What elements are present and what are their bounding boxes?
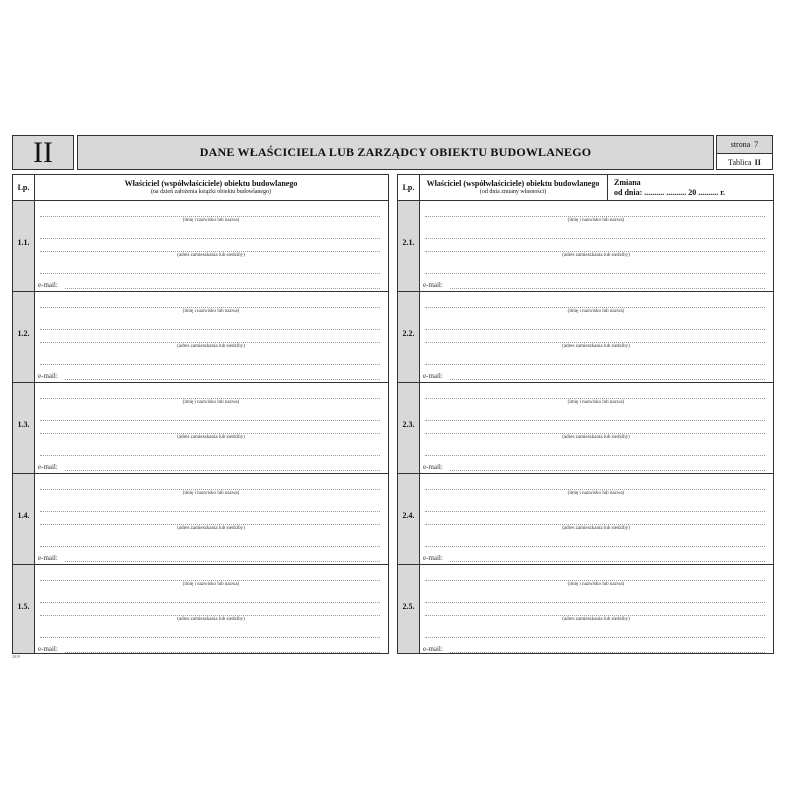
address-field-line2[interactable] <box>40 524 380 525</box>
email-field[interactable] <box>65 561 380 562</box>
name-caption: (imię i nazwisko lub nazwa) <box>182 582 240 587</box>
address-field-line1[interactable] <box>40 420 380 421</box>
address-field-line3[interactable] <box>40 546 380 547</box>
address-field-line1[interactable] <box>40 238 380 239</box>
change-date-label[interactable]: od dnia: .......... .......... 20 .......... r. <box>614 188 726 197</box>
address-field-line1[interactable] <box>40 602 380 603</box>
table-header <box>398 175 773 201</box>
page-label: strona <box>730 140 751 149</box>
address-caption: (adres zamieszkania lub siedziby) <box>177 526 245 531</box>
address-field-line1[interactable] <box>40 329 380 330</box>
page-title: DANE WŁAŚCICIELA LUB ZARZĄDCY OBIEKTU BUDOWLANEGO <box>77 135 714 170</box>
table-header <box>13 175 388 201</box>
name-caption: (imię i nazwisko lub nazwa) <box>567 582 625 587</box>
row-separator <box>13 291 388 292</box>
row-number: 1.3. <box>17 420 30 429</box>
table-number-row <box>717 154 772 171</box>
footnote: 2019 <box>12 654 20 659</box>
row-number: 2.5. <box>402 602 415 611</box>
page-info-box <box>716 135 773 170</box>
address-caption: (adres zamieszkania lub siedziby) <box>177 344 245 349</box>
owner-header-title: Właściciel (współwłaściciele) obiektu budowlanego <box>124 179 298 188</box>
table-number: II <box>754 158 761 167</box>
lp-header: Lp. <box>13 175 35 200</box>
section-numeral: II <box>12 135 74 170</box>
owner-header <box>34 175 388 200</box>
owners-initial-table <box>12 174 389 654</box>
row-separator <box>13 473 388 474</box>
name-caption: (imię i nazwisko lub nazwa) <box>182 491 240 496</box>
email-label: e-mail: <box>423 554 443 562</box>
name-field[interactable] <box>40 307 380 308</box>
address-field-line1[interactable] <box>40 511 380 512</box>
name-field[interactable] <box>425 580 765 581</box>
address-caption: (adres zamieszkania lub siedziby) <box>177 253 245 258</box>
email-label: e-mail: <box>423 645 443 653</box>
email-label: e-mail: <box>38 554 58 562</box>
row-separator <box>398 291 773 292</box>
address-field-line3[interactable] <box>40 364 380 365</box>
email-field[interactable] <box>450 288 765 289</box>
name-caption: (imię i nazwisko lub nazwa) <box>182 218 240 223</box>
address-caption: (adres zamieszkania lub siedziby) <box>177 435 245 440</box>
address-field-line2[interactable] <box>40 433 380 434</box>
address-caption: (adres zamieszkania lub siedziby) <box>562 435 630 440</box>
row-separator <box>13 382 388 383</box>
address-field-line3[interactable] <box>40 637 380 638</box>
address-caption: (adres zamieszkania lub siedziby) <box>562 344 630 349</box>
address-caption: (adres zamieszkania lub siedziby) <box>177 617 245 622</box>
email-label: e-mail: <box>38 463 58 471</box>
email-label: e-mail: <box>423 463 443 471</box>
email-label: e-mail: <box>423 281 443 289</box>
page-number: 7 <box>754 140 759 149</box>
address-caption: (adres zamieszkania lub siedziby) <box>562 617 630 622</box>
name-caption: (imię i nazwisko lub nazwa) <box>567 309 625 314</box>
row-number: 1.2. <box>17 329 30 338</box>
name-field[interactable] <box>425 398 765 399</box>
row-number: 2.1. <box>402 238 415 247</box>
email-label: e-mail: <box>38 372 58 380</box>
name-field[interactable] <box>40 580 380 581</box>
address-field-line2[interactable] <box>40 251 380 252</box>
address-field-line2[interactable] <box>425 615 765 616</box>
row-separator <box>398 564 773 565</box>
change-date-header <box>607 175 773 200</box>
owner-header-subtitle: (na dzień założenia książki obiektu budowlanego) <box>150 189 272 195</box>
address-caption: (adres zamieszkania lub siedziby) <box>562 526 630 531</box>
row-separator <box>13 564 388 565</box>
address-field-line3[interactable] <box>40 273 380 274</box>
email-field[interactable] <box>65 652 380 653</box>
address-field-line2[interactable] <box>425 251 765 252</box>
name-caption: (imię i nazwisko lub nazwa) <box>182 400 240 405</box>
name-caption: (imię i nazwisko lub nazwa) <box>182 309 240 314</box>
name-caption: (imię i nazwisko lub nazwa) <box>567 218 625 223</box>
change-label: Zmiana <box>614 178 641 187</box>
address-field-line2[interactable] <box>425 524 765 525</box>
name-caption: (imię i nazwisko lub nazwa) <box>567 400 625 405</box>
lp-header: Lp. <box>398 175 420 200</box>
address-field-line2[interactable] <box>425 433 765 434</box>
address-field-line1[interactable] <box>425 329 765 330</box>
row-number: 1.4. <box>17 511 30 520</box>
email-field[interactable] <box>450 652 765 653</box>
owner-header-subtitle: (od dnia zmiany własności) <box>479 189 547 195</box>
address-field-line1[interactable] <box>425 511 765 512</box>
owner-header <box>419 175 607 200</box>
owners-change-table <box>397 174 774 654</box>
row-separator <box>398 473 773 474</box>
name-field[interactable] <box>425 489 765 490</box>
address-field-line2[interactable] <box>40 615 380 616</box>
email-label: e-mail: <box>38 645 58 653</box>
name-field[interactable] <box>425 307 765 308</box>
name-field[interactable] <box>40 398 380 399</box>
email-field[interactable] <box>65 379 380 380</box>
row-number: 2.4. <box>402 511 415 520</box>
row-number: 1.1. <box>17 238 30 247</box>
address-field-line1[interactable] <box>425 420 765 421</box>
address-field-line3[interactable] <box>425 273 765 274</box>
name-field[interactable] <box>425 216 765 217</box>
address-caption: (adres zamieszkania lub siedziby) <box>562 253 630 258</box>
address-field-line3[interactable] <box>425 364 765 365</box>
row-separator <box>398 382 773 383</box>
owner-header-title: Właściciel (współwłaściciele) obiektu budowlanego <box>426 179 600 188</box>
email-field[interactable] <box>65 470 380 471</box>
address-field-line2[interactable] <box>425 342 765 343</box>
address-field-line3[interactable] <box>40 455 380 456</box>
row-number: 2.3. <box>402 420 415 429</box>
email-field[interactable] <box>65 288 380 289</box>
name-field[interactable] <box>40 216 380 217</box>
address-field-line1[interactable] <box>425 602 765 603</box>
name-caption: (imię i nazwisko lub nazwa) <box>567 491 625 496</box>
address-field-line3[interactable] <box>425 455 765 456</box>
row-number: 1.5. <box>17 602 30 611</box>
address-field-line3[interactable] <box>425 546 765 547</box>
address-field-line2[interactable] <box>40 342 380 343</box>
email-field[interactable] <box>450 379 765 380</box>
address-field-line1[interactable] <box>425 238 765 239</box>
page-number-row <box>717 136 772 154</box>
name-field[interactable] <box>40 489 380 490</box>
email-label: e-mail: <box>38 281 58 289</box>
table-label: Tablica <box>728 158 752 167</box>
address-field-line3[interactable] <box>425 637 765 638</box>
email-field[interactable] <box>450 470 765 471</box>
email-field[interactable] <box>450 561 765 562</box>
row-number: 2.2. <box>402 329 415 338</box>
email-label: e-mail: <box>423 372 443 380</box>
